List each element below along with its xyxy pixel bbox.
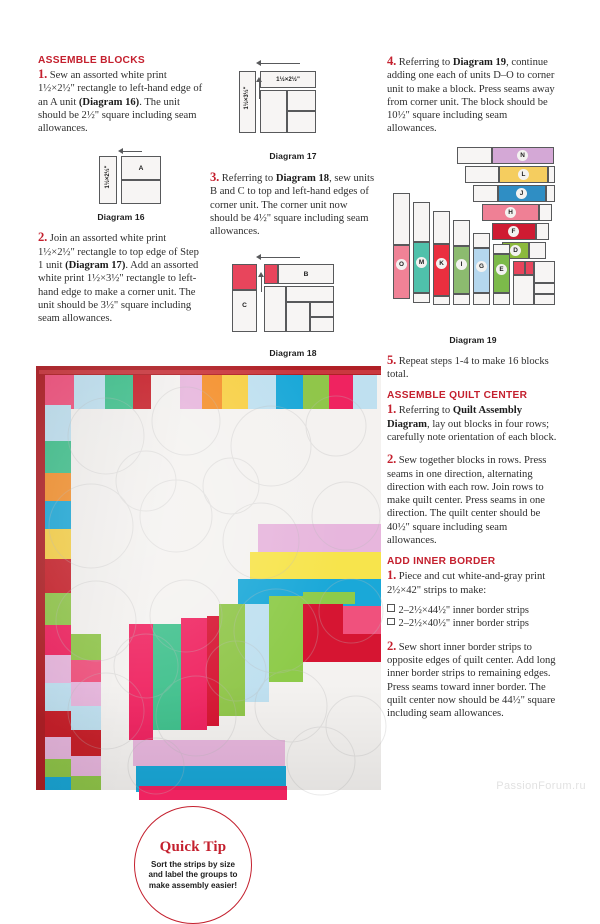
strip-o-color [393,245,410,299]
unit-badge-o: O [396,259,407,270]
quilt-patch [45,737,71,759]
quilt-patch [45,501,71,529]
piece-corner-bottom-right [310,317,334,332]
diagram-18 [210,252,376,358]
strip-j-white [473,185,498,202]
step-2-diagram-ref: (Diagram 17) [65,260,126,272]
quilt-patch [303,592,355,604]
piece-label-1-5x2-5: 1½×2½" [105,165,111,189]
column-right [387,55,559,730]
quilt-patch [276,375,303,409]
qc-step-1-number: 1. [387,402,397,417]
quick-tip-title: Quick Tip [159,838,227,855]
diagram-18-figure [210,252,376,344]
step-1-text-a: Sew an assorted white print 1½×2½" rectangle to left-hand edge of an A unit [38,70,203,108]
diagram-19-figure [387,145,559,331]
diagram-17-caption: Diagram 17 [269,151,317,161]
strip-e-white [493,244,510,254]
corner-white-a [534,261,555,283]
checkbox-icon[interactable] [387,618,395,626]
quilt-patch [71,756,101,776]
unit-badge-g: G [476,261,487,272]
quilt-patch [74,375,105,409]
quilt-patch [45,777,71,790]
quilt-patch [250,552,381,579]
step-3-number: 3. [210,170,220,184]
quilt-binding-left [36,366,45,790]
piece-body-top-right [287,90,316,111]
step-5-text: Repeat steps 1-4 to make 16 blocks total. [387,355,549,381]
piece-corner-left [264,286,286,332]
piece-label-1-5x3-5-value: 1½×3½" [244,86,250,110]
quilt-patch [45,405,71,441]
step-2-paragraph [38,231,204,325]
diagram-16-figure [38,144,204,208]
unit-badge-d: D [510,245,521,256]
quilt-patch [353,375,377,409]
quilt-patch [258,524,381,552]
quilt-image [36,366,381,790]
qc-step-2-number: 2. [387,452,397,467]
step-2-text-a: Join an assorted white print 1½×2½" rectangle to top edge of Step 1 unit [38,233,199,272]
strip-j-tail [546,185,555,202]
quilt-patch [202,375,222,409]
qc-step-1-diagram-ref: Quilt Assembly Diagram [387,405,522,430]
seam-arrow-top-icon [256,60,300,66]
qc-step-1-text-a: Referring to [396,405,453,417]
strip-g-white [473,233,490,248]
heading-assemble-quilt-center: ASSEMBLE QUILT CENTER [387,390,528,402]
unit-badge-l: L [518,169,529,180]
quilt-patch [45,625,71,655]
strip-spec: 2–2½×40½" inner border strips [398,618,529,630]
quilt-patch [45,711,71,737]
strip-i-color [453,246,470,294]
quilt-center-step-2 [387,453,559,547]
strip-d-tail [529,242,546,259]
piece-label-top-1-5x2-5: 1½×2½" [276,76,300,83]
quilt-patch [133,740,285,766]
step-1-text-b: . The unit should be 2½" square including seam allowances. [38,96,197,135]
strip-o-white [393,193,410,245]
strip-n-white [457,147,492,164]
quilt-patch [151,375,180,409]
quilt-patch [129,624,153,740]
piece-corner-mid-left [286,302,310,332]
unit-badge-k: K [436,258,447,269]
seam-arrow-icon [118,148,142,154]
diagram-17-figure [210,57,376,147]
quilt-patch [248,375,276,409]
quilt-patch [153,624,181,730]
quilt-patch [329,375,353,409]
inner-border-strip-list [387,604,559,631]
piece-corner-top [286,286,334,302]
quilt-patch [45,559,71,593]
quick-tip-body: Sort the strips by size and label the groups to make assembly easier! [148,859,238,890]
quilt-patch [45,529,71,559]
step-3-diagram-ref: Diagram 18 [275,173,330,184]
strip-e-tail [493,293,510,305]
piece-c-red [232,264,257,290]
piece-b-red [264,264,278,284]
step-2-text-b: . Add an assorted white print 1½×3½" rectangle to left-hand edge to make a corner unit. The unit should be 3½" square including seam allowances. [38,260,199,325]
step-3-text-b: , sew units B and C to top and left-hand edges of corner unit. The corner unit now should be 4½" square including seam allowances. [210,173,375,238]
list-item [387,604,559,617]
piece-a-bottom [121,180,161,204]
heading-add-inner-border: ADD INNER BORDER [387,556,496,568]
unit-label-a: A [138,164,144,172]
diagram-16 [38,144,204,222]
unit-badge-e: E [496,264,507,275]
diagram-18-caption: Diagram 18 [269,348,317,359]
ib-step-2-number: 2. [387,638,397,653]
unit-label-b: B [303,270,309,278]
strip-i-tail [453,294,470,305]
qc-step-2-text: Sew together blocks in rows. Press seams in one direction, alternating direction with each row. Join rows to make quilt center. Press seams in one direction. The quilt center should be 40½" square including seam allowances. [387,455,547,547]
strip-m-white [413,202,430,242]
step-3-text-a: Referring to [219,173,276,184]
seam-arrow-top-icon-18 [256,254,300,260]
step-4-diagram-ref: Diagram 19 [452,57,507,68]
step-5-number: 5. [387,352,397,367]
quilt-patch [133,375,151,409]
step-4-text-b: , continue adding one each of units D–O to corner unit to make a block. Press seams away from corner unit. The block should be 10½" square including seam allowances. [387,57,555,135]
strip-k-tail [433,296,450,305]
strip-k-white [433,211,450,244]
step-1-diagram-ref: (Diagram 16) [78,96,140,108]
quick-tip-callout [134,806,252,924]
quilt-patch [71,634,101,660]
corner-red-b [525,261,534,275]
quilt-center-step-1 [387,403,559,444]
strip-l-tail [548,166,555,183]
quilt-patch [71,660,101,682]
quilt-patch [180,375,202,409]
quilt-patch [45,441,71,473]
site-watermark: PassionForum.ru [496,780,586,792]
corner-red-a [513,261,525,275]
strip-h-tail [539,204,552,221]
quilt-patch [219,604,245,716]
quilt-patch [207,616,219,726]
piece-body-left [260,90,287,133]
quilt-patch [71,706,101,730]
step-4-text-a: Referring to [396,57,453,68]
ib-step-2-text: Sew short inner border strips to opposite edges of quilt center. Add long inner border strips to remaining edges. Press seams toward inner border. The quilt center now should be 44½" square including seam allowances. [387,641,556,720]
unit-badge-j: J [516,188,527,199]
quilt-patch [45,593,71,625]
corner-white-b [513,275,534,305]
quilt-patch [45,655,71,683]
quilt-patch [139,786,287,800]
inner-border-step-1 [387,569,559,597]
quilt-binding-highlight [39,370,381,374]
strip-k-color [433,244,450,296]
diagram-17 [210,57,376,161]
step-5-paragraph [387,354,559,382]
step-2-number: 2. [38,230,48,245]
quilt-patch [222,375,248,409]
step-4-paragraph [387,55,559,136]
quilt-patch [71,730,101,756]
unit-badge-f: F [508,226,519,237]
strip-i-white [453,220,470,246]
unit-badge-h: H [505,207,516,218]
unit-badge-m: M [416,257,427,268]
strip-g-tail [473,293,490,305]
step-1-paragraph [38,68,204,135]
quilt-patch [181,618,207,730]
diagram-19-caption: Diagram 19 [449,334,497,345]
piece-corner-mid-right [310,302,334,317]
piece-body-bottom-right [287,111,316,133]
corner-white-c [534,283,555,294]
unit-label-c: C [242,301,247,309]
quilt-photograph [36,366,381,890]
list-item [387,617,559,630]
strip-f-tail [536,223,549,240]
step-4-number: 4. [387,54,397,68]
unit-badge-n: N [517,150,528,161]
column-middle [210,55,376,358]
quilt-patch [45,759,71,777]
quilt-patch [269,596,303,682]
quilt-patch [105,375,133,409]
step-1-number: 1. [38,67,48,81]
column-left [38,55,204,335]
ib-step-1-number: 1. [387,568,397,583]
ib-step-1-text: Piece and cut white-and-gray print 2½×42" strips to make: [387,571,546,596]
quilt-patch [71,682,101,706]
diagram-16-caption: Diagram 16 [97,212,145,223]
quilt-patch [45,473,71,501]
strip-m-tail [413,293,430,303]
quilt-patch [303,375,329,409]
quilt-patch [71,776,101,790]
strip-spec: 2–2½×44½" inner border strips [398,604,529,616]
corner-white-d [534,294,555,305]
strip-l-white [465,166,499,183]
quilt-patch-strawberry [303,604,343,644]
step-3-paragraph [210,171,376,238]
diagram-19 [387,145,559,345]
heading-assemble-blocks: ASSEMBLE BLOCKS [38,55,145,66]
quilt-patch [45,683,71,711]
inner-border-step-2 [387,640,559,721]
quilt-patch [245,604,269,702]
quilt-patch [45,375,71,405]
qc-step-1-text-b: , lay out blocks in four rows; carefully note orientation of each block. [387,418,557,443]
checkbox-icon[interactable] [387,604,395,612]
unit-badge-i: I [456,259,467,270]
